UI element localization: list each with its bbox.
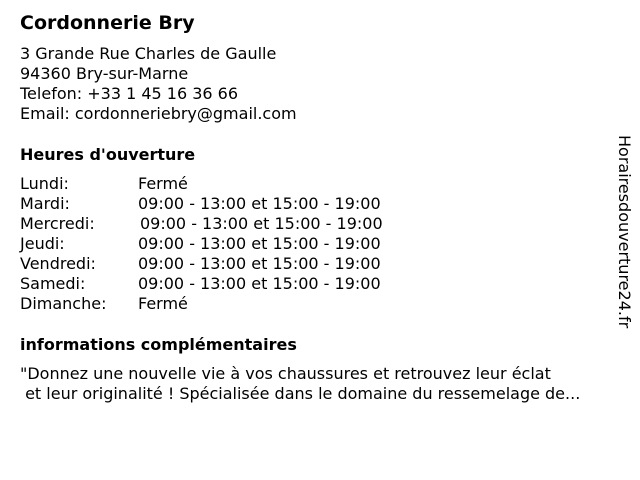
hours-row-saturday <box>20 274 383 294</box>
email-address: Email: cordonneriebry@gmail.com <box>20 104 297 123</box>
day-label: Samedi: <box>20 274 86 293</box>
hours-row-monday <box>20 174 383 194</box>
day-label: Mardi: <box>20 194 70 213</box>
hours-row-wednesday <box>20 214 383 234</box>
day-time: 09:00 - 13:00 et 15:00 - 19:00 <box>138 274 381 293</box>
day-label: Dimanche: <box>20 294 107 313</box>
day-time: Fermé <box>138 294 188 313</box>
day-label: Vendredi: <box>20 254 96 273</box>
business-name: Cordonnerie Bry <box>20 12 195 34</box>
day-label: Mercredi: <box>20 214 95 233</box>
hours-heading: Heures d'ouverture <box>20 145 196 164</box>
description <box>20 364 630 404</box>
phone-number: Telefon: +33 1 45 16 36 66 <box>20 84 239 103</box>
hours-row-sunday <box>20 294 383 314</box>
day-time: Fermé <box>138 174 188 193</box>
address-city: 94360 Bry-sur-Marne <box>20 64 189 83</box>
day-label: Lundi: <box>20 174 69 193</box>
description-line: et leur originalité ! Spécialisée dans le domaine du ressemelage de... <box>20 384 581 403</box>
hours-table <box>20 174 383 314</box>
contact-block <box>20 44 297 124</box>
description-line: "Donnez une nouvelle vie à vos chaussures et retrouvez leur éclat <box>20 364 551 383</box>
day-time: 09:00 - 13:00 et 15:00 - 19:00 <box>138 254 381 273</box>
day-label: Jeudi: <box>20 234 65 253</box>
day-time: 09:00 - 13:00 et 15:00 - 19:00 <box>140 214 383 233</box>
info-heading: informations complémentaires <box>20 335 297 354</box>
day-time: 09:00 - 13:00 et 15:00 - 19:00 <box>138 234 381 253</box>
address-street: 3 Grande Rue Charles de Gaulle <box>20 44 277 63</box>
hours-row-tuesday <box>20 194 383 214</box>
site-watermark: Horairesdouverture24.fr <box>615 135 634 329</box>
day-time: 09:00 - 13:00 et 15:00 - 19:00 <box>138 194 381 213</box>
hours-row-thursday <box>20 234 383 254</box>
hours-row-friday <box>20 254 383 274</box>
